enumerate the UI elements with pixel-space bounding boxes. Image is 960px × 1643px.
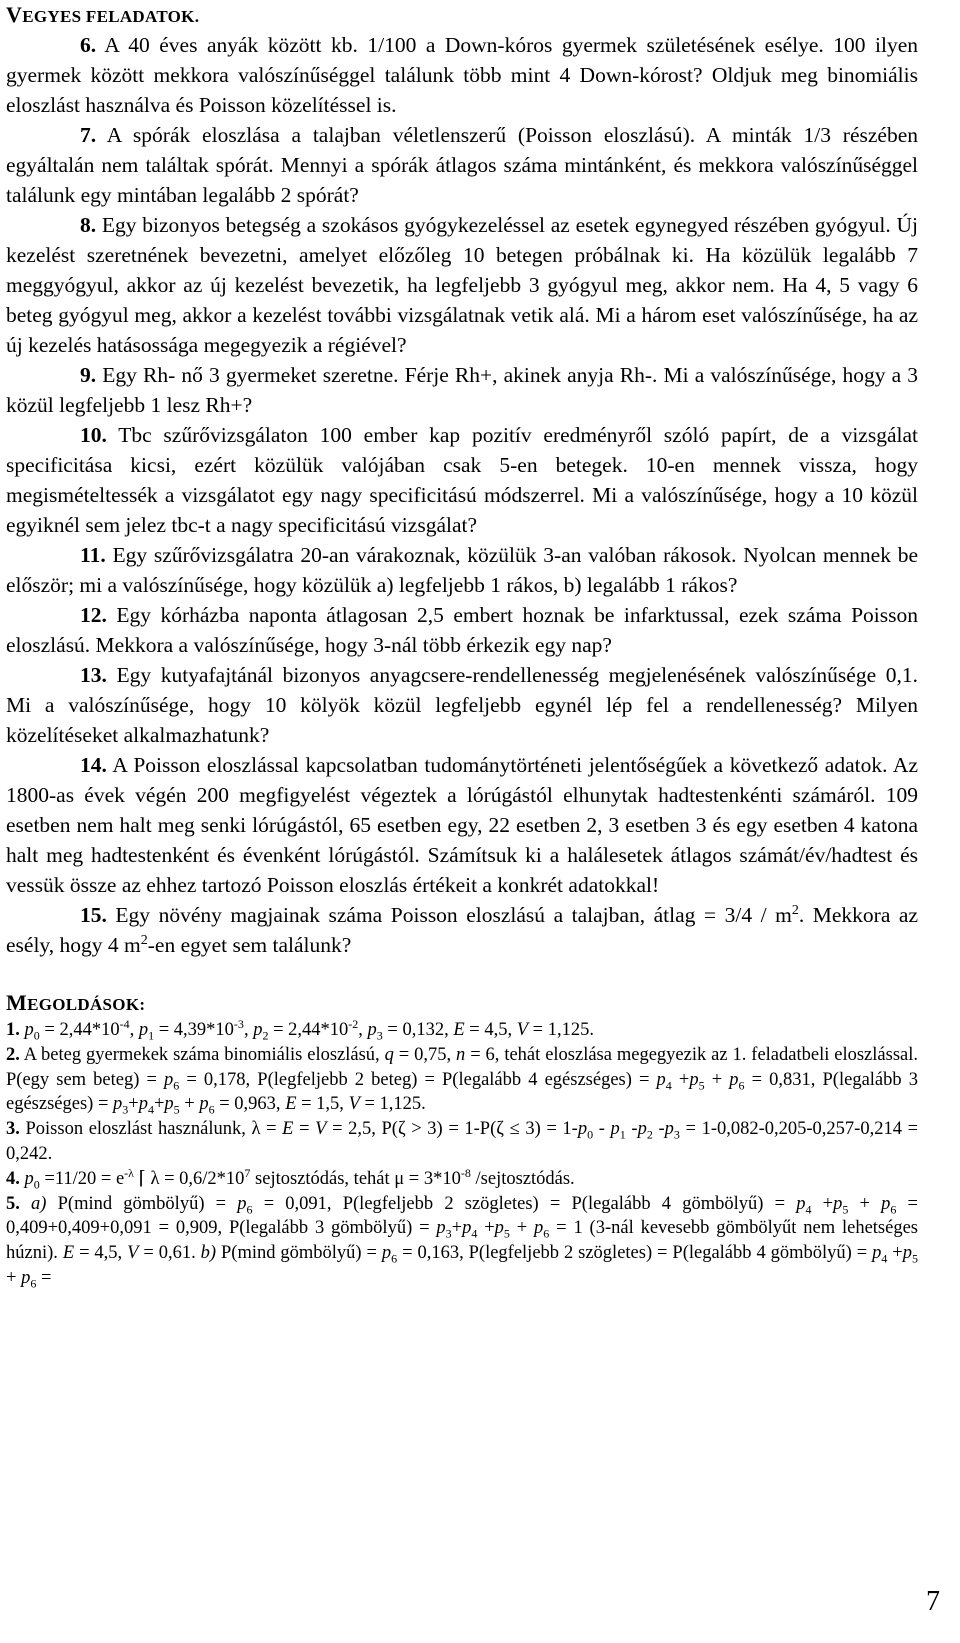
exercise-9: 9. Egy Rh- nő 3 gyermeket szeretne. Férje Rh+, akinek anyja Rh-. Mi a valószínűsége, hogy a 3 közül legfeljebb 1 lesz Rh+?	[6, 363, 918, 417]
exercise-13: 13. Egy kutyafajtánál bizonyos anyagcsere-rendellenesség megjelenésének valószínűsége 0,1. Mi a valószínűsége, hogy 10 kölyök közül legfeljebb egynél lép fel a rendellenesség? Milyen közelítéseket alkalmazhatunk?	[6, 663, 918, 747]
solution-1: 1. $p_0 = 2,44*10^{-4}$, $p_1 = 4,39*10^{-3}$, $p_2 = 2,44*10^{-2}$, $p_3 = 0,132$, E = 4,5, V = 1,125.	[6, 1016, 594, 1043]
exercise-8: 8. Egy bizonyos betegség a szokásos gyógykezeléssel az esetek egynegyed részében gyógyul. Új kezelést szeretnének bevezetni, amelyet előzőleg 10 betegen próbálnak ki. Ha közülük legalább 7 meggyógyul, akkor az új kezelést bevezetik, ha legfeljebb 3 gyógyul meg, akkor nem. Ha 4, 5 vagy 6 beteg gyógyul meg, akkor a kezelést további vizsgálatnak vetik alá. Mi a három eset valószínűsége, ha az új kezelés hatásossága megegyezik a régiével?	[6, 213, 918, 357]
exercise-6: 6. A 40 éves anyák között kb. 1/100 a Down-kóros gyermek születésének esélye. 100 ilyen gyermek között mekkora valószínűséggel találunk több mint 4 Down-kórost? Oldjuk meg binomiális eloszlást használva és Poisson közelítéssel is.	[6, 33, 918, 117]
solution-5: 5. a) P(mind gömbölyű) = $p_6 = 0,091$, P(legfeljebb 2 szögletes) = P(legalább 4 gömbölyű) = $p_4 +p_5 + p_6 = 0,409+0,409+0,091 = 0,909$, P(legalább 3 gömbölyű) = $p_3+p_4 +p_5 + p_6 = 1$ (3-nál kevesebb gömbölyűt nem lehetséges húzni). E = 4,5, V = 0,61. b) P(mind gömbölyű) = $p_6 = 0,163$, P(legfeljebb 2 szögletes) = P(legalább 4 gömbölyű) = $p_4 +p_5 + p_6$ =	[6, 1193, 919, 1291]
exercise-list	[6, 30, 918, 960]
solutions-heading: MEGOLDÁSOK:	[6, 990, 146, 1015]
solution-4: 4. $p_0 =11/20 = e^{-\lambda}$ ⌈ $\lambda = 0,6/2*10^7$ sejtosztódás, tehát $\mu = 3*10^{-8}$ /sejtosztódás.	[6, 1165, 575, 1192]
exercises-heading: VEGYES FELADATOK.	[6, 2, 200, 27]
section-gap	[6, 960, 918, 988]
exercise-12: 12. Egy kórházba naponta átlagosan 2,5 embert hoznak be infarktussal, ezek száma Poisson eloszlású. Mekkora a valószínűsége, hogy 3-nál több érkezik egy nap?	[6, 603, 918, 657]
exercise-11: 11. Egy szűrővizsgálatra 20-an várakoznak, közülük 3-an valóban rákosok. Nyolcan mennek be először; mi a valószínűsége, hogy közülük a) legfeljebb 1 rákos, b) legalább 1 rákos?	[6, 543, 918, 597]
document-page	[6, 0, 918, 1291]
exercise-15: 15. Egy növény magjainak száma Poisson eloszlású a talajban, átlag = $3/4 / m^2$. Mekkora az esély, hogy 4 $m^2-en$ egyet sem találunk?	[6, 902, 918, 957]
solution-list	[6, 1018, 918, 1291]
exercise-7: 7. A spórák eloszlása a talajban véletlenszerű (Poisson eloszlású). A minták 1/3 részében egyáltalán nem találtak spórát. Mennyi a spórák átlagos száma mintánként, és mekkora valószínűséggel találunk egy mintában legalább 2 spórát?	[6, 123, 918, 207]
solution-3: 3. Poisson eloszlást használunk, λ = E = V = 2,5, $P(\zeta > 3) = 1-P(\zeta \le 3) = 1-p_0 - p_1$ $-p_2$ $-p_3 = 1-0,082-0,205-0,257-0,214 = 0,242$.	[6, 1119, 919, 1164]
implies-symbol: ⌈	[134, 1168, 151, 1189]
solution-2: 2. A beteg gyermekek száma binomiális eloszlású, q = 0,75, n = 6, tehát eloszlása megegyezik az 1. feladatbeli eloszlással. P(egy sem beteg) = $p_6 = 0,178$, P(legfeljebb 2 beteg) = P(legalább 4 egészséges) = $p_4 +p_5 + p_6 = 0,831$, P(legalább 3 egészséges) = $p_3+p_4+p_5 + p_6 = 0,963$, E = 1,5, V = 1,125.	[6, 1044, 918, 1118]
exercise-14: 14. A Poisson eloszlással kapcsolatban tudománytörténeti jelentőségűek a következő adatok. Az 1800-as évek végén 200 megfigyelést végeztek a lórúgástól elhunytak hadtestenkénti számáról. 109 esetben nem halt meg senki lórúgástól, 65 esetben egy, 22 esetben 2, 3 esetben 3 és egy esetben 4 katona halt meg hadtestenként és évenként lórúgástól. Számítsuk ki a halálesetek átlagos számát/év/hadtest és vessük össze az ehhez tartozó Poisson eloszlás értékeit a konkrét adatokkal!	[6, 753, 918, 897]
page-number: 7	[926, 1586, 940, 1617]
exercise-10: 10. Tbc szűrővizsgálaton 100 ember kap pozitív eredményről szóló papírt, de a vizsgálat specificitása kicsi, ezért közülük valójában csak 5-en betegek. 10-en mennek vissza, hogy megismételtessék a vizsgálatot egy nagy specificitású módszerrel. Mi a valószínűsége, hogy a 10 közül egyiknél sem jelez tbc-t a nagy specificitású vizsgálat?	[6, 423, 918, 537]
